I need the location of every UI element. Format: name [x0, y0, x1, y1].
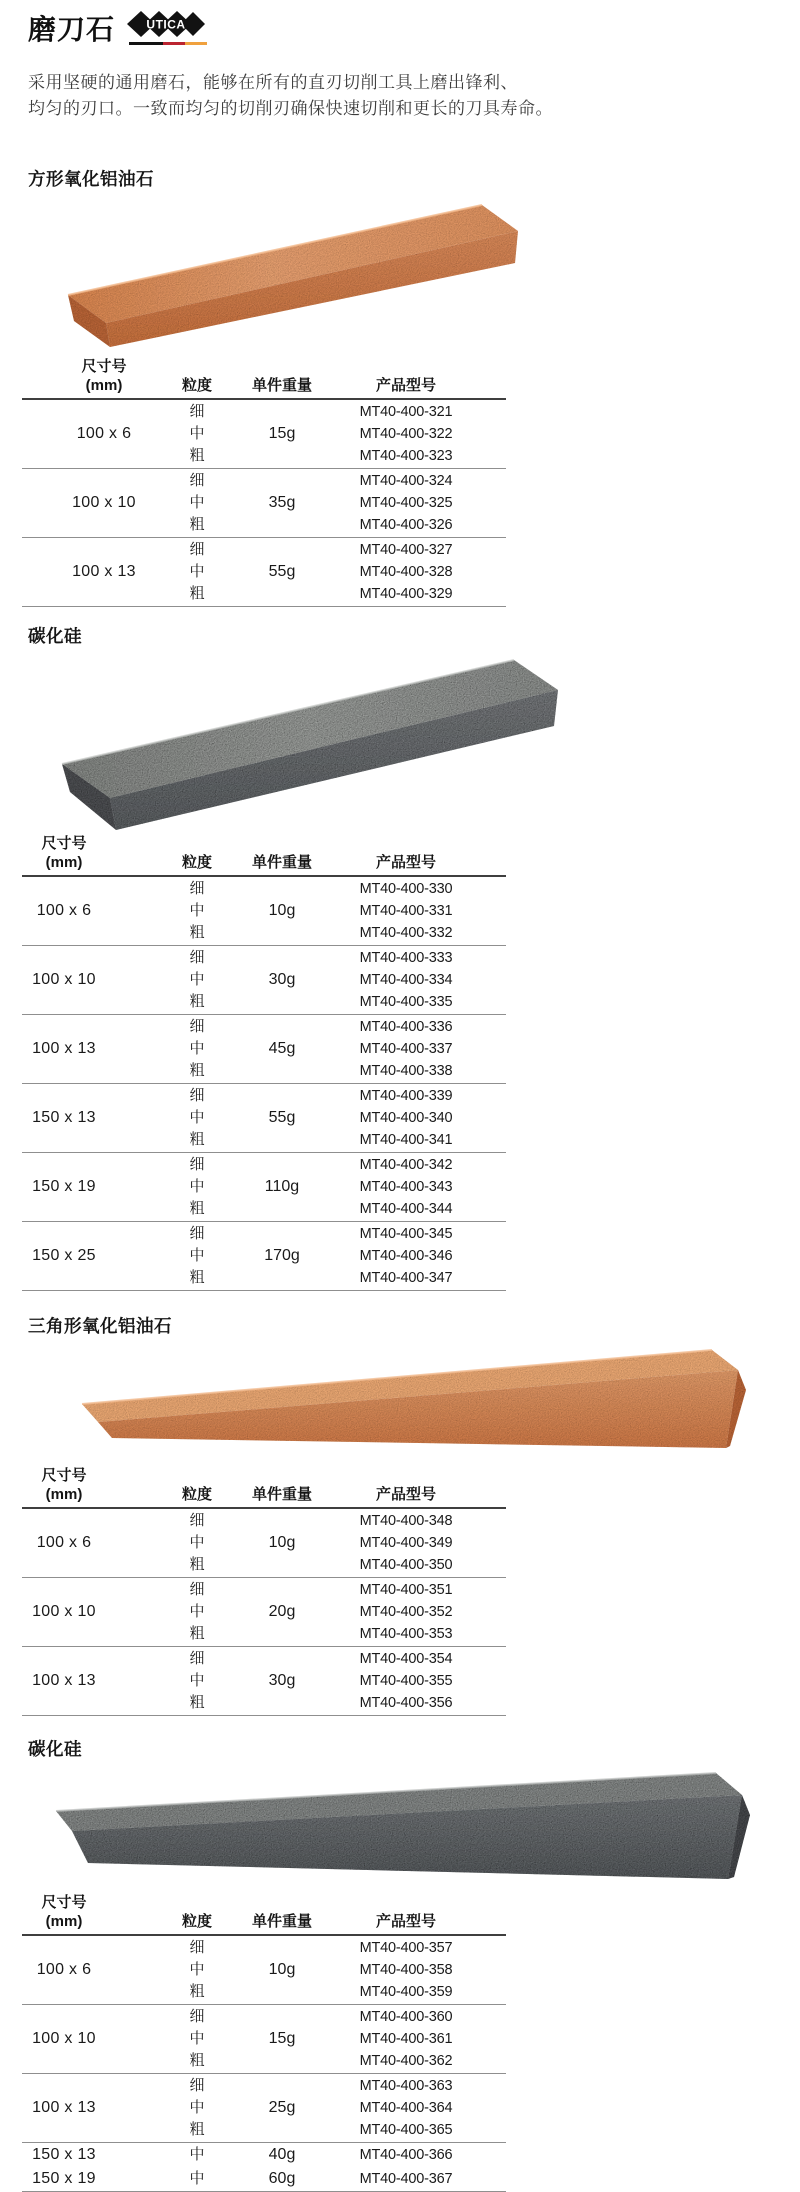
- table-row-group: [22, 2142, 506, 2167]
- size-cell: 100 x 6: [36, 1534, 92, 1551]
- triangular-alox-stone-image: [72, 1346, 772, 1460]
- model-cell: MT40-400-342 MT40-400-343 MT40-400-344: [359, 1157, 453, 1217]
- grit-cell: 中: [189, 2146, 205, 2163]
- table-row-group: [22, 468, 506, 537]
- utica-diamonds-icon: [127, 11, 209, 49]
- product-table: [22, 1466, 506, 1716]
- intro-line-2: 均匀的刃口。一致而均匀的切削刃确保快速切削和更长的刀具寿命。: [28, 99, 553, 118]
- weight-cell: 45g: [268, 1040, 296, 1057]
- section-triangular-aluminum-oxide: [28, 1313, 772, 1716]
- size-cell: 100 x 6: [36, 1961, 92, 1978]
- model-cell: MT40-400-339 MT40-400-340 MT40-400-341: [359, 1088, 453, 1148]
- model-cell: MT40-400-333 MT40-400-334 MT40-400-335: [359, 950, 453, 1010]
- model-cell: MT40-400-354 MT40-400-355 MT40-400-356: [359, 1651, 453, 1711]
- table-row-group: [22, 1152, 506, 1221]
- table-body: [22, 400, 506, 606]
- table-row-group: [22, 877, 506, 945]
- grit-cell: 细 中 粗: [189, 541, 205, 602]
- weight-cell: 30g: [268, 1672, 296, 1689]
- grit-cell: 细 中 粗: [189, 1018, 205, 1079]
- page-header: [28, 8, 772, 54]
- weight-cell: 15g: [268, 425, 296, 442]
- table-row-group: [22, 1221, 506, 1290]
- header-size: 尺寸号 (mm): [41, 1894, 87, 1930]
- size-cell: 100 x 13: [32, 1040, 96, 1057]
- table-header-row: [22, 357, 506, 400]
- weight-cell: 25g: [268, 2099, 296, 2116]
- weight-cell: 20g: [268, 1603, 296, 1620]
- header-weight: 单件重量: [251, 377, 312, 394]
- weight-cell: 30g: [268, 971, 296, 988]
- header-model: 产品型号: [375, 377, 436, 394]
- section-heading: 三角形氧化铝油石: [28, 1316, 172, 1336]
- square-sic-stone-image: [52, 652, 772, 832]
- size-cell: 150 x 19: [32, 1178, 96, 1195]
- weight-cell: 10g: [268, 902, 296, 919]
- size-cell: 150 x 25: [32, 1247, 96, 1264]
- section-heading: 方形氧化铝油石: [28, 169, 154, 189]
- table-row-group: [22, 1083, 506, 1152]
- size-cell: 150 x 19: [32, 2170, 96, 2187]
- grit-cell: 细 中 粗: [189, 1087, 205, 1148]
- grit-cell: 细 中 粗: [189, 1650, 205, 1711]
- section-triangular-silicon-carbide: [28, 1736, 772, 2192]
- size-cell: 150 x 13: [32, 1109, 96, 1126]
- page-title: 磨刀石: [28, 14, 116, 45]
- product-table: [22, 357, 506, 607]
- product-table: [22, 1893, 506, 2192]
- weight-cell: 60g: [268, 2170, 296, 2187]
- section-square-aluminum-oxide: [28, 166, 772, 607]
- grit-cell: 细 中 粗: [189, 1156, 205, 1217]
- weight-cell: 110g: [264, 1178, 300, 1195]
- model-cell: MT40-400-348 MT40-400-349 MT40-400-350: [359, 1513, 453, 1573]
- table-header-row: [22, 1466, 506, 1509]
- size-cell: 100 x 13: [32, 1672, 96, 1689]
- table-row-group: [22, 1509, 506, 1577]
- weight-cell: 15g: [268, 2030, 296, 2047]
- grit-cell: 细 中 粗: [189, 403, 205, 464]
- table-row-group: [22, 1577, 506, 1646]
- size-cell: 100 x 10: [32, 2030, 96, 2047]
- table-row-group: [22, 1936, 506, 2004]
- size-cell: 100 x 13: [32, 2099, 96, 2116]
- model-cell: MT40-400-336 MT40-400-337 MT40-400-338: [359, 1019, 453, 1079]
- table-row-group: [22, 1646, 506, 1715]
- size-cell: 100 x 6: [36, 902, 92, 919]
- weight-cell: 40g: [268, 2146, 296, 2163]
- grit-cell: 细 中 粗: [189, 472, 205, 533]
- grit-cell: 细 中 粗: [189, 2077, 205, 2138]
- header-grit: 粒度: [181, 854, 212, 871]
- grit-cell: 细 中 粗: [189, 2008, 205, 2069]
- model-cell: MT40-400-324 MT40-400-325 MT40-400-326: [359, 473, 453, 533]
- size-cell: 100 x 13: [72, 563, 136, 580]
- header-weight: 单件重量: [251, 1913, 312, 1930]
- model-cell: MT40-400-327 MT40-400-328 MT40-400-329: [359, 542, 453, 602]
- grit-cell: 中: [189, 2170, 205, 2187]
- section-square-silicon-carbide: [28, 623, 772, 1291]
- model-cell: MT40-400-367: [359, 2171, 453, 2187]
- grit-cell: 细 中 粗: [189, 1939, 205, 2000]
- triangular-sic-stone-image: [48, 1767, 772, 1891]
- header-size: 尺寸号 (mm): [41, 835, 87, 871]
- header-grit: 粒度: [181, 377, 212, 394]
- model-cell: MT40-400-357 MT40-400-358 MT40-400-359: [359, 1940, 453, 2000]
- grit-cell: 细 中 粗: [189, 1512, 205, 1573]
- model-cell: MT40-400-363 MT40-400-364 MT40-400-365: [359, 2078, 453, 2138]
- header-model: 产品型号: [375, 1913, 436, 1930]
- utica-logo-text: UTICA: [146, 17, 186, 32]
- model-cell: MT40-400-366: [359, 2147, 453, 2163]
- header-grit: 粒度: [181, 1486, 212, 1503]
- size-cell: 100 x 6: [76, 425, 132, 442]
- intro-line-1: 采用坚硬的通用磨石，能够在所有的直刃切削工具上磨出锋利、: [28, 73, 518, 92]
- table-row-group: [22, 2073, 506, 2142]
- size-cell: 150 x 13: [32, 2146, 96, 2163]
- header-size: 尺寸号 (mm): [81, 358, 127, 394]
- weight-cell: 170g: [264, 1247, 300, 1264]
- table-row-group: [22, 2167, 506, 2191]
- size-cell: 100 x 10: [32, 1603, 96, 1620]
- header-size: 尺寸号 (mm): [41, 1467, 87, 1503]
- weight-cell: 55g: [268, 563, 296, 580]
- model-cell: MT40-400-345 MT40-400-346 MT40-400-347: [359, 1226, 453, 1286]
- section-heading: 碳化硅: [28, 626, 82, 646]
- size-cell: 100 x 10: [32, 971, 96, 988]
- header-grit: 粒度: [181, 1913, 212, 1930]
- header-weight: 单件重量: [251, 1486, 312, 1503]
- header-model: 产品型号: [375, 854, 436, 871]
- table-row-group: [22, 537, 506, 606]
- model-cell: MT40-400-351 MT40-400-352 MT40-400-353: [359, 1582, 453, 1642]
- header-model: 产品型号: [375, 1486, 436, 1503]
- model-cell: MT40-400-321 MT40-400-322 MT40-400-323: [359, 404, 453, 464]
- weight-cell: 10g: [268, 1534, 296, 1551]
- size-cell: 100 x 10: [72, 494, 136, 511]
- table-row-group: [22, 400, 506, 468]
- section-heading: 碳化硅: [28, 1739, 82, 1759]
- table-header-row: [22, 1893, 506, 1936]
- model-cell: MT40-400-330 MT40-400-331 MT40-400-332: [359, 881, 453, 941]
- grit-cell: 细 中 粗: [189, 1225, 205, 1286]
- table-row-group: [22, 1014, 506, 1083]
- table-body: [22, 877, 506, 1290]
- square-alox-stone-image: [54, 199, 772, 349]
- table-body: [22, 1509, 506, 1715]
- table-row-group: [22, 2004, 506, 2073]
- weight-cell: 35g: [268, 494, 296, 511]
- model-cell: MT40-400-360 MT40-400-361 MT40-400-362: [359, 2009, 453, 2069]
- utica-logo: [127, 11, 209, 54]
- grit-cell: 细 中 粗: [189, 949, 205, 1010]
- table-body: [22, 1936, 506, 2191]
- header-weight: 单件重量: [251, 854, 312, 871]
- table-row-group: [22, 945, 506, 1014]
- grit-cell: 细 中 粗: [189, 880, 205, 941]
- intro-text: [28, 70, 768, 122]
- product-table: [22, 834, 506, 1291]
- weight-cell: 55g: [268, 1109, 296, 1126]
- table-header-row: [22, 834, 506, 877]
- grit-cell: 细 中 粗: [189, 1581, 205, 1642]
- weight-cell: 10g: [268, 1961, 296, 1978]
